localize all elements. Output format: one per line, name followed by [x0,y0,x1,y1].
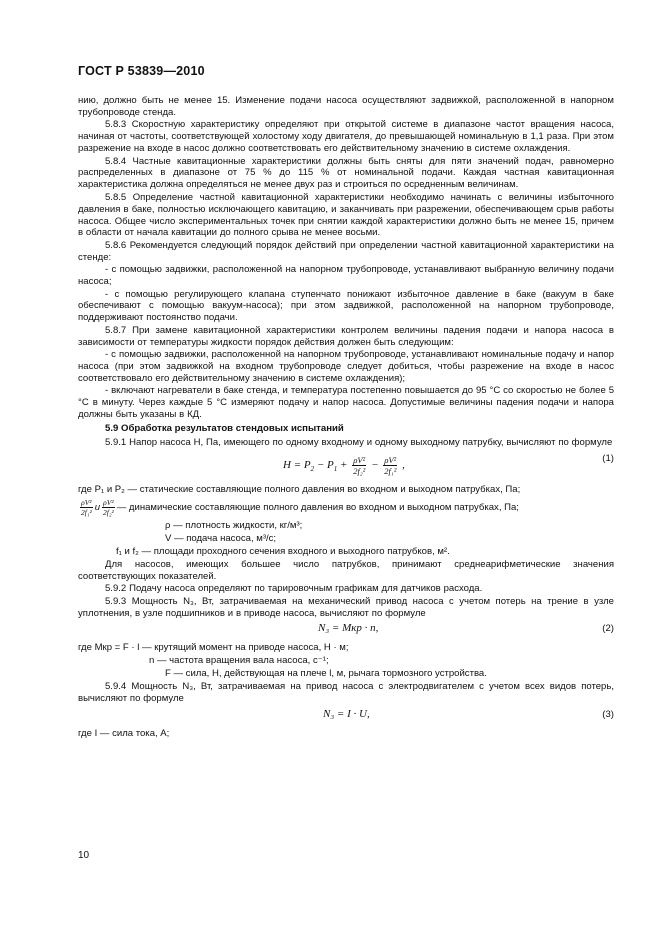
page-number: 10 [78,850,90,861]
paragraph-group-5-9 [78,559,614,620]
paragraph-5-9-1: 5.9.1 Напор насоса H, Па, имеющего по одному входному и одному выходному патрубку, вычисляют по формуле [105,436,613,448]
equation-2 [78,621,614,639]
paragraph-b-0: Для насосов, имеющих большее число патрубков, принимают среднеарифметические значения соответствующих показателей. [78,558,614,582]
where-f1-f2: f₁ и f₂ — площади проходного сечения входного и выходного патрубков, м². [116,545,450,557]
equation-1-fraction-1: $\frac{\text{ρV²}}{\text{2f₂²}}$ [353,454,366,476]
paragraph-5-9-4: 5.9.4 Мощность N₃, Вт, затрачиваемая на привод насоса с электродвигателем с учетом всех видов потерь, вычисляют по формуле [78,681,614,705]
where-v: V — подача насоса, м³/с; [165,532,277,544]
paragraph-0: нию, должно быть не менее 15. Изменение подачи насоса осуществляют задвижкой, расположенной в напорном трубопроводе стенда. [78,95,614,118]
equation-1-fraction-2: $\frac{\text{ρV²}}{\text{2f₁²}}$ [384,454,397,476]
where-current: где I — сила тока, А; [78,728,170,740]
equation-1 [78,451,614,481]
document-body [78,95,614,741]
equation-1-formula: $H = P_2 - P_1$ + $\frac{\text{ρV²}}{\text{2f₂²}}$ − $\frac{\text{ρV²}}{\text{2f₁²}}$ , [283,454,405,476]
section-title-5-9: 5.9 Обработка результатов стендовых испытаний [105,422,344,434]
paragraph-group-5-8 [78,95,614,421]
where-mkr: где Mкр = F · l — крутящий момент на приводе насоса, Н · м; [78,642,349,654]
document-header: ГОСТ Р 53839—2010 [78,64,205,78]
paragraph-6: - с помощью регулирующего клапана ступенчато понижают избыточное давление в баке (вакуум в баке обеспечивают с помощью вакуум-насоса); при этом задвижкой, расположенной на напорном трубопроводе, поддерживают постоянство подачи. [78,288,614,324]
where-force: F — сила, Н, действующая на плече l, м, рычага тормозного устройства. [165,668,487,680]
paragraph-5: - с помощью задвижки, расположенной на напорном трубопроводе, устанавливают выбранную величину подачи насоса; [78,264,614,288]
where-rho: ρ — плотность жидкости, кг/м³; [165,519,303,531]
where-p1-p2: где P₁ и P₂ — статические составляющие полного давления во входном и выходном патрубках, Па; [78,483,521,495]
where-n: n — частота вращения вала насоса, с⁻¹; [149,655,329,667]
paragraph-7: 5.8.7 При замене кавитационной характеристики контролем величины падения подачи и напора насоса в зависимости от температуры жидкости порядок действия должен быть следующим: [78,324,614,348]
where-dynamic-components: $\frac{\text{ρV²}}{\text{2f₁²}}$ и $\frac{\text{ρV²}}{\text{2f₂²}}$ — динамические составляющие полного давления во входном и выходном патрубках, Па; [81,497,519,517]
paragraph-b-2: 5.9.3 Мощность N₃, Вт, затрачиваемая на механический привод насоса с учетом потерь на трение в узле уплотнения, в узле подшипников и в приводе насоса, вычисляют по формуле [78,595,614,619]
equation-2-formula: N₃ = Mкр · n, [318,622,379,635]
equation-3 [78,707,614,725]
paragraph-4: 5.8.6 Рекомендуется следующий порядок действий при определении частной кавитационной характеристики на стенде: [78,239,614,263]
equation-2-number: (2) [602,623,614,635]
paragraph-1: 5.8.3 Скоростную характеристику определяют при открытой системе в диапазоне частот вращения насоса, начиная от частоты, соответствующей холостому ходу двигателя, до превышающей номинальную в 1,1 раза. При этом разрежение на входе в насос должно соответствовать его действительному значению в системе охлаждения. [78,119,614,155]
paragraph-8: - с помощью задвижки, расположенной на напорном трубопроводе, устанавливают номинальные подачу и напор насоса (при этом задвижкой на входном трубопроводе следует добиться, чтобы разрежение на входе в насос соответствовало его действительному значению в системе охлаждения); [78,349,614,384]
equation-3-number: (3) [602,709,614,721]
equation-3-formula: N₃ = I · U, [323,708,370,721]
paragraph-3: 5.8.5 Определение частной кавитационной характеристики необходимо начинать с величины избыточного давления в баке, полностью исключающего кавитацию, и заканчивать при разрежении, обеспечивающем срыв работы насоса. Общее число экспериментальных точек при снятии каждой характеристики должно быть не менее 15, причем в области от начала кавитации до полного срыва не менее восьми. [78,191,614,239]
paragraph-b-1: 5.9.2 Подачу насоса определяют по тарировочным графикам для датчиков расхода. [105,583,483,595]
equation-1-number: (1) [602,452,614,464]
paragraph-2: 5.8.4 Частные кавитационные характеристики должны быть сняты для пяти значений подач, равномерно распределенных в диапазоне от 75 % до 115 % от номинальной подачи. Каждая частная кавитационная характеристика должна определяться не менее двух раз и строиться по осредненным величинам. [78,155,614,191]
paragraph-9: - включают нагреватели в баке стенда, и температура постепенно повышается до 95 °С со скоростью не более 5 °С в минуту. Через каждые 5 °С измеряют подачу и напор насоса. Допустимые величины падения подачи и напора должны быть указаны в КД. [78,385,614,421]
